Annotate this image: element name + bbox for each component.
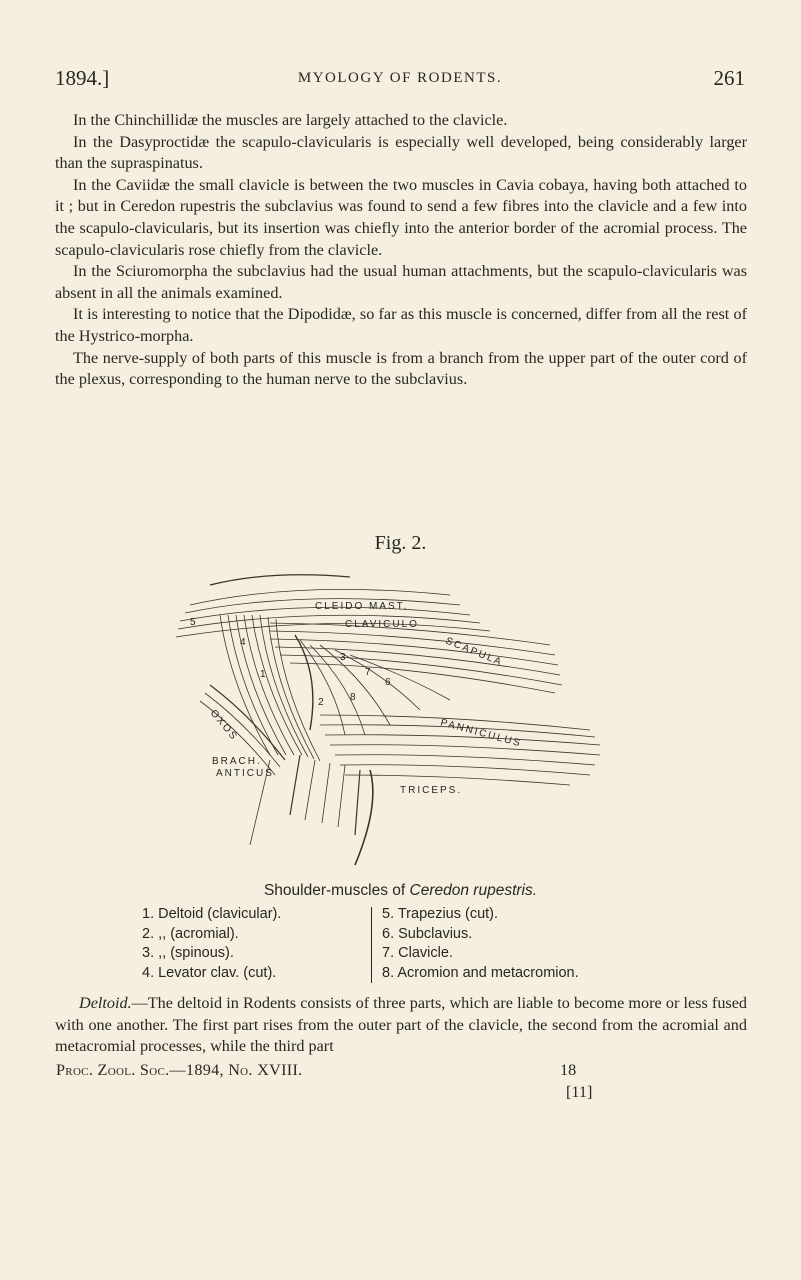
legend-item: 1. Deltoid (clavicular).: [142, 906, 282, 922]
label-num-7: 7: [365, 667, 373, 678]
label-num-8: 8: [350, 692, 358, 703]
legend-column-right: [382, 905, 672, 983]
paragraph: The nerve-supply of both parts of this muscle is from a branch from the upper part of the outer cord of the plexus, corresponding to the human nerve to the subclavius.: [55, 348, 747, 389]
label-scapula: SCAPULA: [443, 635, 505, 669]
paragraph: In the Caviidæ the small clavicle is between the two muscles in Cavia cobaya, having both attached to it ; but in Ceredon rupestris the subclavius was found to send a few fibres into the clavicle and a few into the scapulo-clavicularis, but its insertion was chiefly into the anterior border of the acromial process. The scapulo-clavicularis rose chiefly from the clavicle.: [55, 175, 747, 259]
signature-line: Proc. Zool. Soc.—1894, No. XVIII.: [56, 1061, 303, 1079]
figure-caption: [0, 882, 801, 900]
label-anticus: ANTICUS: [216, 768, 274, 779]
legend-item: 4. Levator clav. (cut).: [142, 964, 277, 981]
label-num-5: 5: [190, 617, 198, 628]
legend-item: 7. Clavicle.: [382, 945, 453, 961]
deltoid-paragraph: [55, 993, 747, 1058]
label-num-3: 3: [340, 652, 348, 663]
deltoid-section: [55, 993, 747, 1058]
shoulder-muscle-illustration: [150, 565, 630, 880]
running-header: [55, 66, 745, 96]
paragraph: In the Chinchillidæ the muscles are largely attached to the clavicle.: [73, 111, 508, 129]
label-oxos: OXOS: [207, 707, 240, 744]
paragraph: In the Sciuromorpha the subclavius had the usual human attachments, but the scapulo-clavicularis was absent in all the animals examined.: [55, 262, 747, 302]
label-panniculus: PANNICULUS: [439, 717, 523, 750]
page-number: 261: [713, 66, 745, 90]
deltoid-heading: Deltoid.: [79, 994, 132, 1012]
label-brach: BRACH.: [212, 756, 262, 767]
body-text: [55, 110, 747, 391]
label-num-4: 4: [240, 637, 248, 648]
legend-divider: [371, 907, 372, 983]
legend-item: 5. Trapezius (cut).: [382, 906, 499, 922]
label-clavicul: CLAVICULO: [345, 619, 419, 630]
legend-item: 2. ,, (acromial).: [142, 925, 239, 942]
label-num-1: 1: [260, 669, 268, 680]
header-year: 1894.]: [55, 66, 110, 90]
label-triceps: TRICEPS.: [400, 785, 463, 796]
legend-column-left: [142, 905, 367, 983]
sheet-number: 18: [560, 1061, 577, 1079]
figure-title: Fig. 2.: [374, 532, 427, 554]
legend-item: 8. Acromion and metacromion.: [382, 964, 579, 981]
paragraph: It is interesting to notice that the Dipodidæ, so far as this muscle is concerned, differ from all the rest of the Hystrico-morpha.: [55, 305, 747, 345]
caption-prefix: Shoulder-muscles of: [263, 882, 410, 899]
sheet-bracket: [11]: [566, 1083, 593, 1101]
paragraph: In the Dasyproctidæ the scapulo-clavicularis is especially well developed, being considerably larger than the supraspinatus.: [55, 132, 747, 173]
caption-species: Ceredon rupestris.: [409, 882, 538, 899]
deltoid-text: —The deltoid in Rodents consists of three parts, which are liable to become more or less fused with one another. The first part rises from the outer part of the clavicle, the second from the acromial and metacromial processes, while the third part: [55, 994, 747, 1056]
header-title: MYOLOGY OF RODENTS.: [297, 70, 503, 86]
legend-item: 3. ,, (spinous).: [142, 945, 234, 961]
legend-item: 6. Subclavius.: [382, 925, 473, 942]
label-num-6: 6: [385, 677, 393, 688]
label-num-2: 2: [318, 697, 326, 708]
label-cleido-mast: CLEIDO MAST.: [315, 601, 409, 612]
